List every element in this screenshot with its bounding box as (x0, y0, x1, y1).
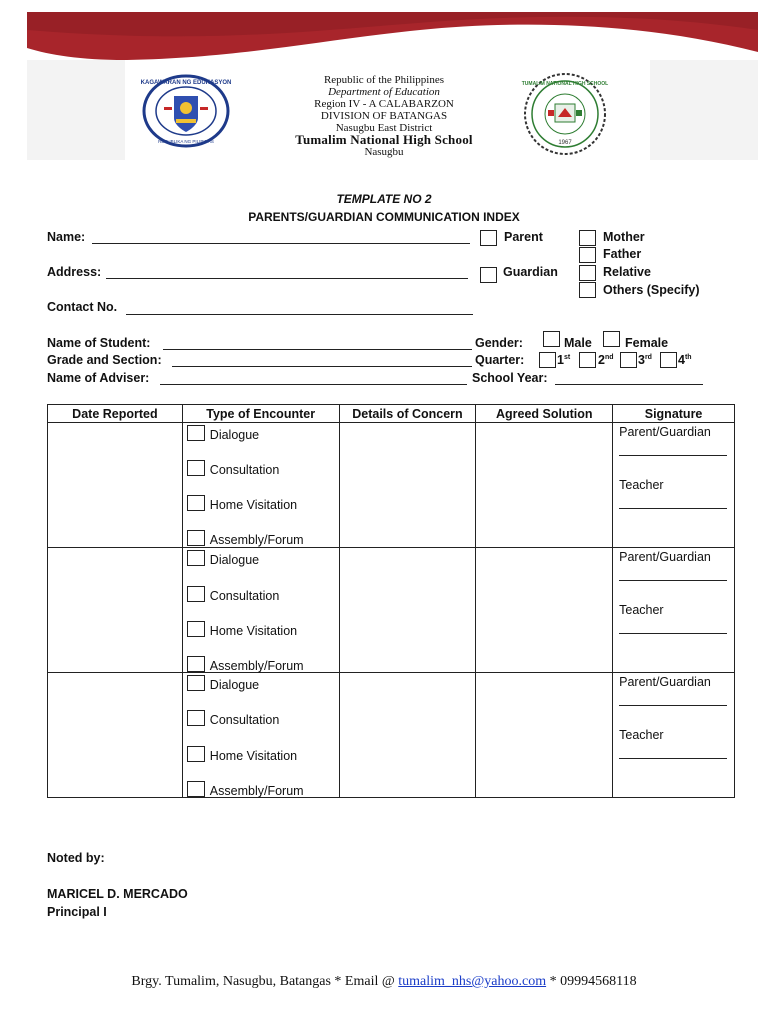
male-checkbox[interactable] (543, 331, 560, 347)
quarter-label: Quarter: (475, 353, 525, 367)
male-label: Male (564, 336, 592, 350)
header-signature: Signature (613, 405, 735, 423)
quarter-1-label: 1st (557, 353, 571, 367)
teacher-signature-label: Teacher (619, 603, 664, 617)
quarter-2-checkbox[interactable] (579, 352, 596, 368)
deped-seal-bottom-text: REPUBLIKA NG PILIPINAS (158, 139, 214, 144)
template-number: TEMPLATE NO 2 (336, 192, 432, 206)
encounter-consultation-option[interactable]: Consultation (187, 460, 280, 477)
adviser-label: Name of Adviser: (47, 371, 150, 385)
encounter-dialogue-option[interactable]: Dialogue (187, 675, 259, 692)
contact-field[interactable] (126, 314, 473, 315)
footer-email-link[interactable]: tumalim_nhs@yahoo.com (398, 974, 547, 989)
dialogue-checkbox[interactable] (187, 550, 205, 566)
date-reported-cell[interactable] (48, 673, 183, 798)
details-of-concern-cell[interactable] (339, 423, 476, 548)
date-reported-cell[interactable] (48, 423, 183, 548)
date-reported-cell[interactable] (48, 548, 183, 673)
header-date-reported: Date Reported (48, 405, 183, 423)
type-of-encounter-cell (182, 423, 339, 548)
encounter-dialogue-option[interactable]: Dialogue (187, 550, 259, 567)
footer-address (0, 974, 768, 990)
mother-label: Mother (603, 230, 645, 244)
encounter-home-visitation-option[interactable]: Home Visitation (187, 746, 297, 763)
quarter-3-label: 3rd (638, 353, 652, 367)
dialogue-checkbox[interactable] (187, 675, 205, 691)
encounter-dialogue-option[interactable]: Dialogue (187, 425, 259, 442)
home-visitation-checkbox[interactable] (187, 621, 205, 637)
parent-guardian-signature-label: Parent/Guardian (619, 550, 711, 564)
consultation-checkbox[interactable] (187, 710, 205, 726)
parent-guardian-signature-line[interactable] (619, 705, 727, 706)
dialogue-checkbox[interactable] (187, 425, 205, 441)
mother-checkbox[interactable] (579, 230, 596, 246)
encounter-consultation-option[interactable]: Consultation (187, 586, 280, 603)
school-year-label: School Year: (472, 371, 548, 385)
school-year-field[interactable] (555, 384, 703, 385)
gender-label: Gender: (475, 336, 523, 350)
encounter-assembly-forum-option[interactable]: Assembly/Forum (187, 781, 304, 798)
school-seal-text: TUMALIM NATIONAL HIGH SCHOOL (521, 81, 609, 87)
female-label: Female (625, 336, 669, 350)
encounter-home-visitation-option[interactable]: Home Visitation (187, 621, 297, 638)
consultation-checkbox[interactable] (187, 460, 205, 476)
relative-label: Relative (603, 265, 651, 279)
assembly-forum-checkbox[interactable] (187, 781, 205, 797)
others-label: Others (Specify) (603, 283, 700, 297)
father-label: Father (603, 247, 642, 261)
details-of-concern-cell[interactable] (339, 673, 476, 798)
header-type-of-encounter: Type of Encounter (182, 405, 339, 423)
assembly-forum-checkbox[interactable] (187, 656, 205, 672)
form-heading: PARENTS/GUARDIAN COMMUNICATION INDEX (248, 210, 520, 224)
parent-label: Parent (504, 230, 543, 244)
principal-name: MARICEL D. MERCADO (47, 887, 188, 901)
home-visitation-checkbox[interactable] (187, 495, 205, 511)
student-label: Name of Student: (47, 336, 151, 350)
others-checkbox[interactable] (579, 282, 596, 298)
letterhead-republic: Republic of the Philippines (323, 74, 445, 86)
table-row (48, 548, 735, 673)
parent-guardian-signature-line[interactable] (619, 580, 727, 581)
letterhead-district: Nasugbu East District (335, 122, 433, 134)
encounter-assembly-forum-option[interactable]: Assembly/Forum (187, 530, 304, 547)
teacher-signature-line[interactable] (619, 508, 727, 509)
contact-label: Contact No. (47, 300, 118, 314)
teacher-signature-line[interactable] (619, 633, 727, 634)
quarter-1-checkbox[interactable] (539, 352, 556, 368)
signature-cell (613, 423, 735, 548)
type-of-encounter-cell (182, 673, 339, 798)
letterhead-school-name: Tumalim National High School (295, 132, 473, 147)
home-visitation-checkbox[interactable] (187, 746, 205, 762)
school-seal-year: 1967 (558, 140, 572, 146)
footer-phone: * 09994568118 (546, 974, 637, 989)
quarter-4-label: 4th (678, 353, 692, 367)
letterhead-division: DIVISION OF BATANGAS (320, 110, 448, 122)
quarter-3-checkbox[interactable] (620, 352, 637, 368)
header-details-of-concern: Details of Concern (339, 405, 476, 423)
female-checkbox[interactable] (603, 331, 620, 347)
encounter-assembly-forum-option[interactable]: Assembly/Forum (187, 656, 304, 673)
communication-table (47, 404, 735, 798)
letterhead-town: Nasugbu (364, 146, 404, 158)
grade-label: Grade and Section: (47, 353, 162, 367)
quarter-4-checkbox[interactable] (660, 352, 677, 368)
deped-seal-top-text: KAGAWARAN NG EDUKASYON (140, 80, 232, 86)
parent-guardian-signature-line[interactable] (619, 455, 727, 456)
adviser-field[interactable] (160, 384, 467, 385)
father-checkbox[interactable] (579, 247, 596, 263)
parent-guardian-signature-label: Parent/Guardian (619, 425, 711, 439)
table-row (48, 423, 735, 548)
parent-guardian-signature-label: Parent/Guardian (619, 675, 711, 689)
signature-cell (613, 548, 735, 673)
encounter-home-visitation-option[interactable]: Home Visitation (187, 495, 297, 512)
guardian-label: Guardian (503, 265, 558, 279)
name-label: Name: (47, 230, 86, 244)
relative-checkbox[interactable] (579, 265, 596, 281)
table-header-row (48, 405, 735, 423)
type-of-encounter-cell (182, 548, 339, 673)
header-agreed-solution: Agreed Solution (476, 405, 613, 423)
agreed-solution-cell[interactable] (476, 548, 613, 673)
teacher-signature-line[interactable] (619, 758, 727, 759)
signature-cell (613, 673, 735, 798)
noted-by-label: Noted by: (47, 851, 105, 865)
consultation-checkbox[interactable] (187, 586, 205, 602)
letterhead (0, 74, 768, 158)
assembly-forum-checkbox[interactable] (187, 530, 205, 546)
agreed-solution-cell[interactable] (476, 673, 613, 798)
address-field[interactable] (106, 278, 468, 279)
letterhead-department: Department of Education (328, 86, 440, 98)
teacher-signature-label: Teacher (619, 728, 664, 742)
parent-checkbox[interactable] (480, 230, 497, 246)
name-field[interactable] (92, 243, 470, 244)
teacher-signature-label: Teacher (619, 478, 664, 492)
grade-field[interactable] (172, 366, 472, 367)
address-label: Address: (47, 265, 102, 279)
principal-position: Principal I (47, 905, 107, 919)
details-of-concern-cell[interactable] (339, 548, 476, 673)
agreed-solution-cell[interactable] (476, 423, 613, 548)
student-field[interactable] (163, 349, 472, 350)
guardian-checkbox[interactable] (480, 267, 497, 283)
table-row (48, 673, 735, 798)
footer-address-text: Brgy. Tumalim, Nasugbu, Batangas * Email @ (131, 974, 399, 989)
quarter-2-label: 2nd (598, 353, 614, 367)
letterhead-region: Region IV - A CALABARZON (314, 98, 454, 110)
encounter-consultation-option[interactable]: Consultation (187, 710, 280, 727)
